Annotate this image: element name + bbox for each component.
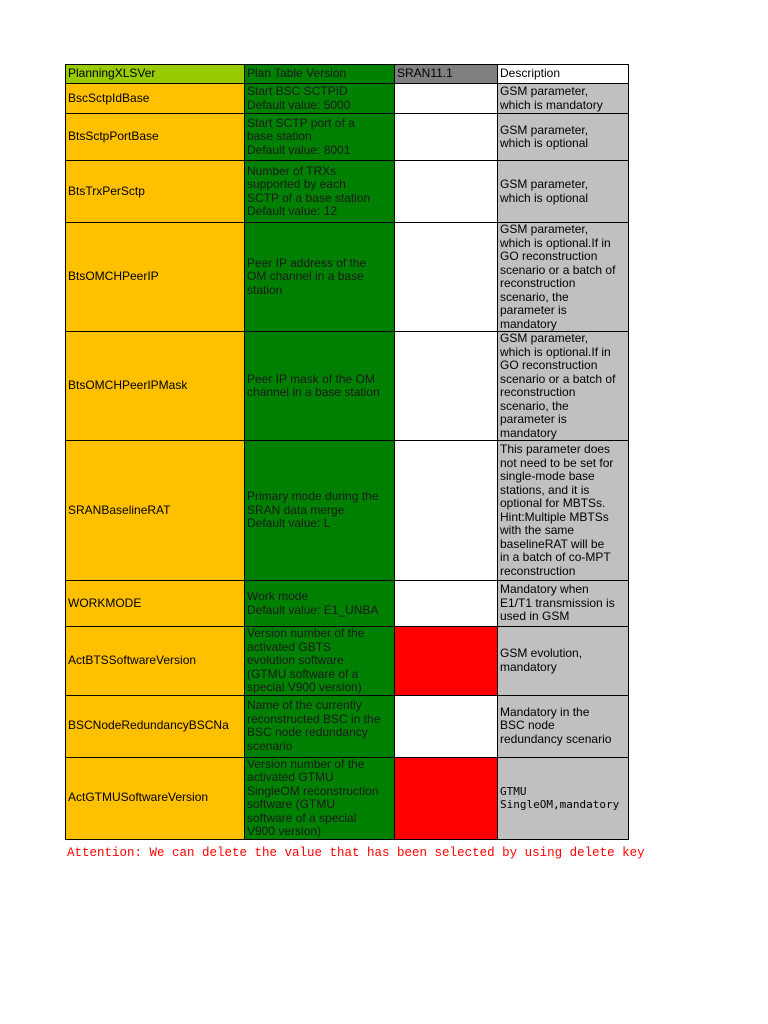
parameter-description-cell[interactable]: GSM parameter, which is optional.If in GO reconstruction scenario or a batch of reconstruction scenario, the parameter is mandatory [498,332,629,441]
parameter-name-cell[interactable]: BtsTrxPerSctp [66,161,245,223]
table-row [66,627,629,696]
attention-note: Attention: We can delete the value that has been selected by using delete key [67,846,645,860]
plan-description-cell[interactable]: Start BSC SCTPID Default value: 5000 [245,84,395,114]
parameter-description-cell[interactable]: GSM parameter, which is optional [498,161,629,223]
table-row [66,695,629,757]
parameter-description-cell[interactable]: GSM parameter, which is mandatory [498,84,629,114]
parameter-description-cell[interactable]: Mandatory in the BSC node redundancy scenario [498,695,629,757]
parameter-name-cell[interactable]: BtsOMCHPeerIP [66,223,245,332]
planning-table [65,64,629,840]
parameter-name-cell[interactable]: WORKMODE [66,581,245,627]
version-value-cell[interactable] [395,441,498,581]
parameter-description-cell[interactable]: GSM evolution, mandatory [498,627,629,696]
table-row [66,757,629,839]
table-row [66,161,629,223]
version-value-cell[interactable] [395,757,498,839]
version-value-cell[interactable] [395,161,498,223]
plan-description-cell[interactable]: Number of TRXs supported by each SCTP of a base station Default value: 12 [245,161,395,223]
parameter-name-cell[interactable]: BtsOMCHPeerIPMask [66,332,245,441]
version-value-cell[interactable] [395,627,498,696]
parameter-description-cell[interactable]: This parameter does not need to be set for single-mode base stations, and it is optional for MBTSs. Hint:Multiple MBTSs with the same baselineRAT will be in a batch of co-MPT reconstruction [498,441,629,581]
table-row [66,332,629,441]
version-value-cell[interactable] [395,84,498,114]
plan-description-cell[interactable]: Primary mode during the SRAN data merge Default value: L [245,441,395,581]
parameter-name-cell[interactable]: ActBTSSoftwareVersion [66,627,245,696]
version-value-cell[interactable] [395,695,498,757]
table-row [66,223,629,332]
table-row [66,441,629,581]
table-row [66,84,629,114]
parameter-name-cell[interactable]: BSCNodeRedundancyBSCNa [66,695,245,757]
plan-description-cell[interactable]: Name of the currently reconstructed BSC in the BSC node redundancy scenario [245,695,395,757]
plan-description-cell[interactable]: Version number of the activated GBTS evolution software (GTMU software of a special V900 version) [245,627,395,696]
parameter-description-cell[interactable]: Mandatory when E1/T1 transmission is used in GSM [498,581,629,627]
version-value-cell[interactable] [395,332,498,441]
header-row [66,65,629,84]
plan-description-cell[interactable]: Peer IP mask of the OM channel in a base station [245,332,395,441]
header-version-value-cell[interactable]: SRAN11.1 [395,65,498,84]
plan-description-cell[interactable]: Peer IP address of the OM channel in a base station [245,223,395,332]
parameter-name-cell[interactable]: BtsSctpPortBase [66,114,245,161]
version-value-cell[interactable] [395,114,498,161]
version-value-cell[interactable] [395,223,498,332]
parameter-name-cell[interactable]: ActGTMUSoftwareVersion [66,757,245,839]
parameter-name-cell[interactable]: SRANBaselineRAT [66,441,245,581]
parameter-description-cell[interactable]: GSM parameter, which is optional [498,114,629,161]
header-key-cell[interactable]: PlanningXLSVer [66,65,245,84]
plan-description-cell[interactable]: Version number of the activated GTMU SingleOM reconstruction software (GTMU software of a special V900 version) [245,757,395,839]
header-description-cell[interactable]: Description [498,65,629,84]
version-value-cell[interactable] [395,581,498,627]
plan-description-cell[interactable]: Work mode Default value: E1_UNBA [245,581,395,627]
table-row [66,581,629,627]
table-row [66,114,629,161]
parameter-description-cell[interactable]: GTMU SingleOM,mandatory [498,757,629,839]
parameter-description-cell[interactable]: GSM parameter, which is optional.If in GO reconstruction scenario or a batch of reconstruction scenario, the parameter is mandatory [498,223,629,332]
plan-description-cell[interactable]: Start SCTP port of a base station Default value: 8001 [245,114,395,161]
parameter-name-cell[interactable]: BscSctpIdBase [66,84,245,114]
header-plan-version-cell[interactable]: Plan Table Version [245,65,395,84]
